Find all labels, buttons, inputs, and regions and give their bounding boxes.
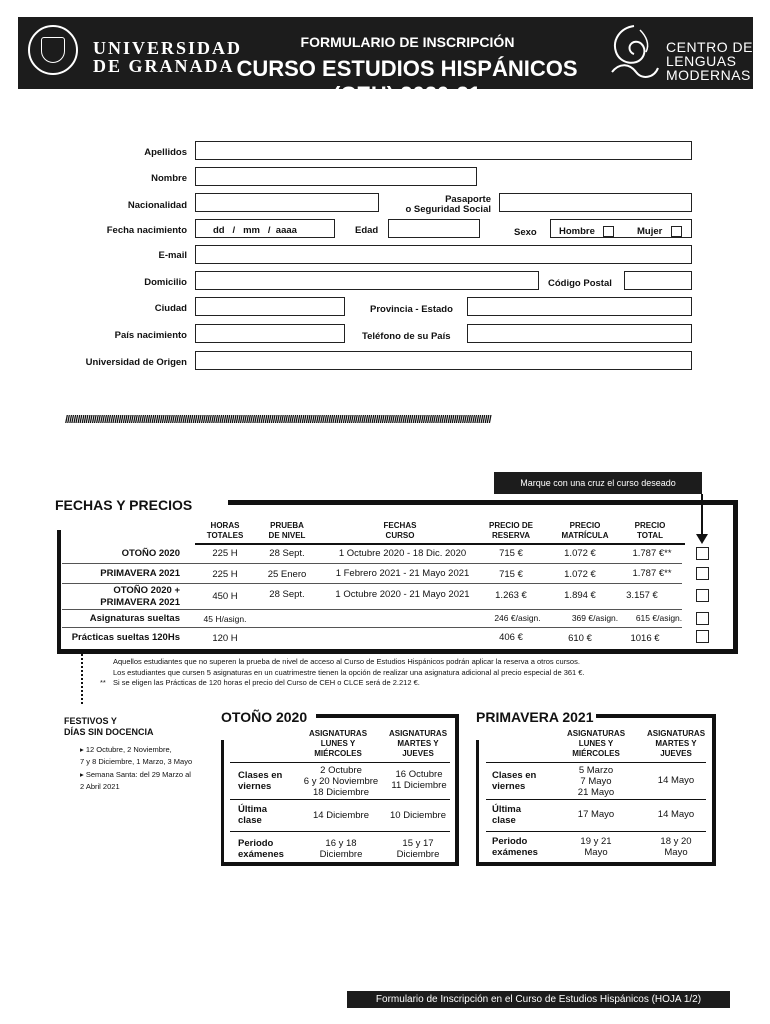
- otono-ultima-col1: 14 Diciembre: [313, 810, 369, 821]
- fechas-bottom-bar: [57, 649, 738, 654]
- primavera-periodo-line2: exámenes: [492, 847, 538, 858]
- fechas-left-bar: [57, 530, 61, 649]
- otono-clases-col2-line1: 16 Octubre: [395, 769, 443, 780]
- primavera-ultima-line1: Última: [492, 804, 522, 815]
- otono-periodo-col1: [296, 838, 386, 860]
- otono-periodo-label: [238, 838, 284, 860]
- separator-line: ///////////////////////////////////////////////////////////////////////////////////////////////////////////////////////////////////////////////////////////////////////////////////////////////////////////////: [65, 414, 491, 426]
- festivos-item1-line1: ▸ 12 Octubre, 2 Noviembre,: [80, 745, 172, 754]
- pasaporte-label-line1: Pasaporte: [445, 194, 491, 205]
- row-asignaturas-matricula: 369 €/asign.: [571, 613, 619, 623]
- ciudad-label: Ciudad: [154, 303, 187, 314]
- telefono-field[interactable]: [467, 324, 692, 343]
- otono-schedule-title: OTOÑO 2020: [221, 709, 308, 725]
- row-otono-reserva: 715 €: [499, 548, 523, 559]
- primavera-col2-line1: ASIGNATURAS: [646, 729, 706, 738]
- header-divider: [195, 543, 685, 545]
- header-prueba: [257, 521, 317, 541]
- row-anual-prueba: 28 Sept.: [269, 589, 305, 600]
- row-otono-label: OTOÑO 2020: [121, 548, 180, 559]
- pasaporte-field[interactable]: [499, 193, 692, 212]
- header-reserva-line1: PRECIO DE: [488, 521, 533, 530]
- note-3-mark: **: [100, 678, 106, 687]
- domicilio-field[interactable]: [195, 271, 539, 290]
- row-divider: [62, 609, 682, 610]
- otono-left-bar: [221, 740, 224, 866]
- otono-col1-header: [298, 729, 378, 759]
- header-total-line1: PRECIO: [634, 521, 666, 530]
- row-anual-matricula: 1.894 €: [564, 590, 596, 601]
- mujer-label: Mujer: [637, 226, 663, 237]
- universidad-origen-field[interactable]: [195, 351, 692, 370]
- nombre-field[interactable]: [195, 167, 477, 186]
- row-asignaturas-reserva: 246 €/asign.: [494, 613, 541, 623]
- marque-banner: Marque con una cruz el curso deseado: [494, 472, 702, 494]
- nombre-label: Nombre: [151, 173, 187, 184]
- row-asignaturas-horas: 45 H/asign.: [203, 614, 247, 624]
- hombre-checkbox[interactable]: [603, 226, 614, 237]
- codigo-postal-field[interactable]: [624, 271, 692, 290]
- primavera-schedule-title: PRIMAVERA 2021: [476, 709, 594, 725]
- pais-nacimiento-field[interactable]: [195, 324, 345, 343]
- row-anual-label: [62, 585, 180, 609]
- row-practicas-reserva: 406 €: [499, 632, 523, 643]
- date-placeholder: dd / mm / aaaa: [213, 225, 297, 236]
- primavera-periodo-col2-line2: Mayo: [664, 847, 688, 858]
- header-horas-line2: TOTALES: [206, 531, 244, 540]
- header-matricula-line1: PRECIO: [569, 521, 601, 530]
- provincia-field[interactable]: [467, 297, 692, 316]
- clm-logo-icon: [606, 22, 662, 84]
- edad-field[interactable]: [388, 219, 480, 238]
- otono-col1-line3: MIÉRCOLES: [314, 749, 362, 758]
- otono-top-bar: [316, 714, 459, 718]
- otono-col2-line2: MARTES Y: [397, 739, 439, 748]
- row-primavera-prueba: 25 Enero: [267, 569, 307, 580]
- anual-checkbox[interactable]: [696, 589, 709, 602]
- otono-ultima-line2: clase: [238, 815, 262, 826]
- header-total-line2: TOTAL: [637, 531, 663, 540]
- primavera-clases-line2: viernes: [492, 781, 526, 792]
- primavera-col1-line2: LUNES Y: [578, 739, 614, 748]
- primavera-clases-line1: Clases en: [492, 770, 537, 781]
- primavera-periodo-col2-line1: 18 y 20: [660, 836, 692, 847]
- university-name-line1: UNIVERSIDAD: [93, 38, 243, 58]
- row-anual-fechas: 1 Octubre 2020 - 21 Mayo 2021: [335, 589, 470, 600]
- note-1: Aquellos estudiantes que no superen la prueba de nivel de acceso al Curso de Estudios Hispánicos podrán aplicar la reserva a otros cursos.: [113, 657, 580, 666]
- course-title: CURSO ESTUDIOS HISPÁNICOS (CEH) 2020-21: [236, 56, 578, 107]
- notes-dotted-line: [81, 654, 83, 704]
- otono-header-divider: [230, 762, 450, 763]
- row-primavera-matricula: 1.072 €: [564, 569, 596, 580]
- otono-clases-col2: [382, 769, 456, 791]
- primavera-checkbox[interactable]: [696, 567, 709, 580]
- row-anual-horas: 450 H: [212, 591, 238, 602]
- festivos-item1-line2: 7 y 8 Diciembre, 1 Marzo, 3 Mayo: [80, 757, 193, 766]
- primavera-col2-line3: JUEVES: [660, 749, 692, 758]
- otono-periodo-col1-line1: 16 y 18: [325, 838, 357, 849]
- header-prueba-line1: PRUEBA: [270, 521, 304, 530]
- clm-name-line1: CENTRO DE: [666, 39, 753, 55]
- pasaporte-label-line2: o Seguridad Social: [405, 204, 491, 215]
- primavera-header-divider: [486, 762, 706, 763]
- row-anual-total: 3.157 €: [626, 590, 658, 601]
- primavera-clases-label: [492, 770, 536, 792]
- otono-periodo-col2-line1: 15 y 17: [402, 838, 434, 849]
- row-otono-total: 1.787 €**: [632, 548, 672, 559]
- otono-clases-col2-line2: 11 Diciembre: [391, 780, 447, 791]
- otono-col2-line3: JUEVES: [402, 749, 434, 758]
- primavera-bottom-bar: [476, 862, 716, 866]
- festivos-item2-line1: ▸ Semana Santa: del 29 Marzo al: [80, 770, 191, 779]
- header-reserva-line2: RESERVA: [492, 531, 530, 540]
- fechas-right-bar: [733, 500, 738, 654]
- primavera-clases-col1-line1: 5 Marzo: [578, 765, 614, 776]
- fechas-top-bar: [228, 500, 738, 505]
- primavera-ultima-col2: 14 Mayo: [657, 809, 695, 820]
- email-field[interactable]: [195, 245, 692, 264]
- primavera-col1-line3: MIÉRCOLES: [572, 749, 620, 758]
- otono-clases-line1: Clases en: [238, 770, 283, 781]
- primavera-periodo-label: [492, 836, 538, 858]
- row-practicas-label: Prácticas sueltas 120Hs: [71, 632, 180, 643]
- primavera-periodo-col1-line2: Mayo: [584, 847, 608, 858]
- row-primavera-fechas: 1 Febrero 2021 - 21 Mayo 2021: [335, 568, 470, 579]
- otono-clases-col1-line3: 18 Diciembre: [313, 787, 369, 798]
- row-anual-reserva: 1.263 €: [495, 590, 527, 601]
- fecha-nacimiento-label: Fecha nacimiento: [106, 225, 187, 236]
- otono-periodo-col2-line2: Diciembre: [396, 849, 440, 860]
- otono-clases-label: [238, 770, 282, 792]
- primavera-periodo-line1: Periodo: [492, 836, 528, 847]
- primavera-clases-col1-line2: 7 Mayo: [580, 776, 612, 787]
- row-primavera-label: PRIMAVERA 2021: [100, 568, 180, 579]
- row-otono-horas: 225 H: [212, 548, 238, 559]
- pasaporte-label: [380, 195, 491, 215]
- clm-name-line3: MODERNAS: [666, 67, 751, 83]
- header-fechas-line1: FECHAS: [383, 521, 417, 530]
- festivos-title-line1: FESTIVOS Y: [64, 716, 117, 726]
- footer-page-label: Formulario de Inscripción en el Curso de Estudios Hispánicos (HOJA 1/2): [347, 991, 730, 1008]
- otono-ultima-line1: Última: [238, 804, 268, 815]
- domicilio-label: Domicilio: [144, 277, 187, 288]
- clm-name-line2: LENGUAS: [666, 53, 737, 69]
- primavera-ultima-col1: 17 Mayo: [577, 809, 615, 820]
- note-3: Si se eligen las Prácticas de 120 horas el precio del Curso de CEH o CLCE será de 2.212 €.: [113, 678, 420, 687]
- row-otono-fechas: 1 Octubre 2020 - 18 Dic. 2020: [338, 548, 467, 559]
- otono-periodo-col1-line2: Diciembre: [319, 849, 363, 860]
- header-fechas: [325, 521, 475, 541]
- nacionalidad-field[interactable]: [195, 193, 379, 212]
- ciudad-field[interactable]: [195, 297, 345, 316]
- primavera-col1-header: [556, 729, 636, 759]
- primavera-row-divider: [486, 831, 706, 832]
- edad-label: Edad: [355, 225, 379, 236]
- header-matricula-line2: MATRÍCULA: [561, 531, 609, 540]
- note-2: Los estudiantes que cursen 5 asignaturas en un cuatrimestre tienen la opción de realizar una asignatura adicional al precio especial de 361 €.: [113, 668, 585, 677]
- otono-checkbox[interactable]: [696, 547, 709, 560]
- header-reserva: [480, 521, 542, 541]
- telefono-label: Teléfono de su País: [362, 331, 451, 342]
- arrow-down-icon: [696, 534, 708, 544]
- apellidos-label: Apellidos: [144, 147, 187, 158]
- otono-row-divider: [230, 831, 450, 832]
- otono-col2-line1: ASIGNATURAS: [388, 729, 448, 738]
- row-primavera-reserva: 715 €: [499, 569, 523, 580]
- primavera-periodo-col1: [556, 836, 636, 858]
- otono-clases-col1: [296, 765, 386, 798]
- primavera-clases-col1: [556, 765, 636, 798]
- row-primavera-horas: 225 H: [212, 569, 238, 580]
- row-asignaturas-total: 615 €/asign.: [635, 613, 683, 623]
- universidad-origen-label: Universidad de Origen: [85, 357, 187, 368]
- mujer-checkbox[interactable]: [671, 226, 682, 237]
- header-horas: [195, 521, 255, 541]
- pais-nacimiento-label: País nacimiento: [114, 330, 187, 341]
- otono-ultima-label: [238, 804, 267, 826]
- row-practicas-horas: 120 H: [212, 633, 238, 644]
- otono-periodo-line2: exámenes: [238, 849, 284, 860]
- primavera-row-divider: [486, 799, 706, 800]
- otono-col1-line1: ASIGNATURAS: [308, 729, 368, 738]
- row-otono-prueba: 28 Sept.: [269, 548, 305, 559]
- header-horas-line1: HORAS: [210, 521, 240, 530]
- otono-periodo-col2: [380, 838, 456, 860]
- university-name-line2: DE GRANADA: [93, 56, 235, 76]
- row-asignaturas-label: Asignaturas sueltas: [89, 613, 180, 624]
- row-primavera-total: 1.787 €**: [632, 568, 672, 579]
- otono-bottom-bar: [221, 862, 459, 866]
- fechas-precios-title: FECHAS Y PRECIOS: [55, 497, 193, 513]
- otono-clases-line2: viernes: [238, 781, 272, 792]
- primavera-col2-header: [636, 729, 716, 759]
- otono-periodo-line1: Periodo: [238, 838, 274, 849]
- hombre-label: Hombre: [559, 226, 595, 237]
- primavera-col2-line2: MARTES Y: [655, 739, 697, 748]
- primavera-left-bar: [476, 740, 479, 866]
- primavera-ultima-line2: clase: [492, 815, 516, 826]
- row-divider: [62, 627, 682, 628]
- otono-col2-header: [378, 729, 458, 759]
- asignaturas-checkbox[interactable]: [696, 612, 709, 625]
- otono-clases-col1-line2: 6 y 20 Noviembre: [303, 776, 379, 787]
- header-prueba-line2: DE NIVEL: [268, 531, 306, 540]
- primavera-top-bar: [596, 714, 716, 718]
- row-practicas-matricula: 610 €: [568, 633, 592, 644]
- otono-ultima-col2: 10 Diciembre: [390, 810, 446, 821]
- crest-shield-icon: [41, 37, 65, 63]
- row-divider: [62, 583, 682, 584]
- festivos-title-line2: DÍAS SIN DOCENCIA: [64, 727, 154, 737]
- primavera-periodo-col2: [636, 836, 716, 858]
- otono-col1-line2: LUNES Y: [320, 739, 356, 748]
- header-fechas-line2: CURSO: [385, 531, 415, 540]
- provincia-label: Provincia - Estado: [370, 304, 453, 315]
- header-total: [622, 521, 678, 541]
- form-title: FORMULARIO DE INSCRIPCIÓN: [300, 34, 515, 50]
- otono-clases-col1-line1: 2 Octubre: [320, 765, 362, 776]
- header-matricula: [550, 521, 620, 541]
- primavera-periodo-col1-line1: 19 y 21: [580, 836, 612, 847]
- nacionalidad-label: Nacionalidad: [127, 200, 187, 211]
- primavera-clases-col2: 14 Mayo: [657, 775, 695, 786]
- sexo-label: Sexo: [514, 227, 537, 238]
- primavera-col1-line1: ASIGNATURAS: [566, 729, 626, 738]
- email-label: E-mail: [158, 250, 187, 261]
- otono-row-divider: [230, 799, 450, 800]
- practicas-checkbox[interactable]: [696, 630, 709, 643]
- row-divider: [62, 563, 682, 564]
- primavera-ultima-label: [492, 804, 521, 826]
- festivos-item2-line2: 2 Abril 2021: [80, 782, 120, 791]
- row-practicas-total: 1016 €: [630, 633, 660, 644]
- codigo-postal-label: Código Postal: [548, 278, 612, 289]
- row-otono-matricula: 1.072 €: [564, 548, 596, 559]
- row-anual-label-line2: PRIMAVERA 2021: [100, 597, 180, 608]
- apellidos-field[interactable]: [195, 141, 692, 160]
- row-anual-label-line1: OTOÑO 2020 +: [113, 585, 180, 596]
- primavera-clases-col1-line3: 21 Mayo: [577, 787, 615, 798]
